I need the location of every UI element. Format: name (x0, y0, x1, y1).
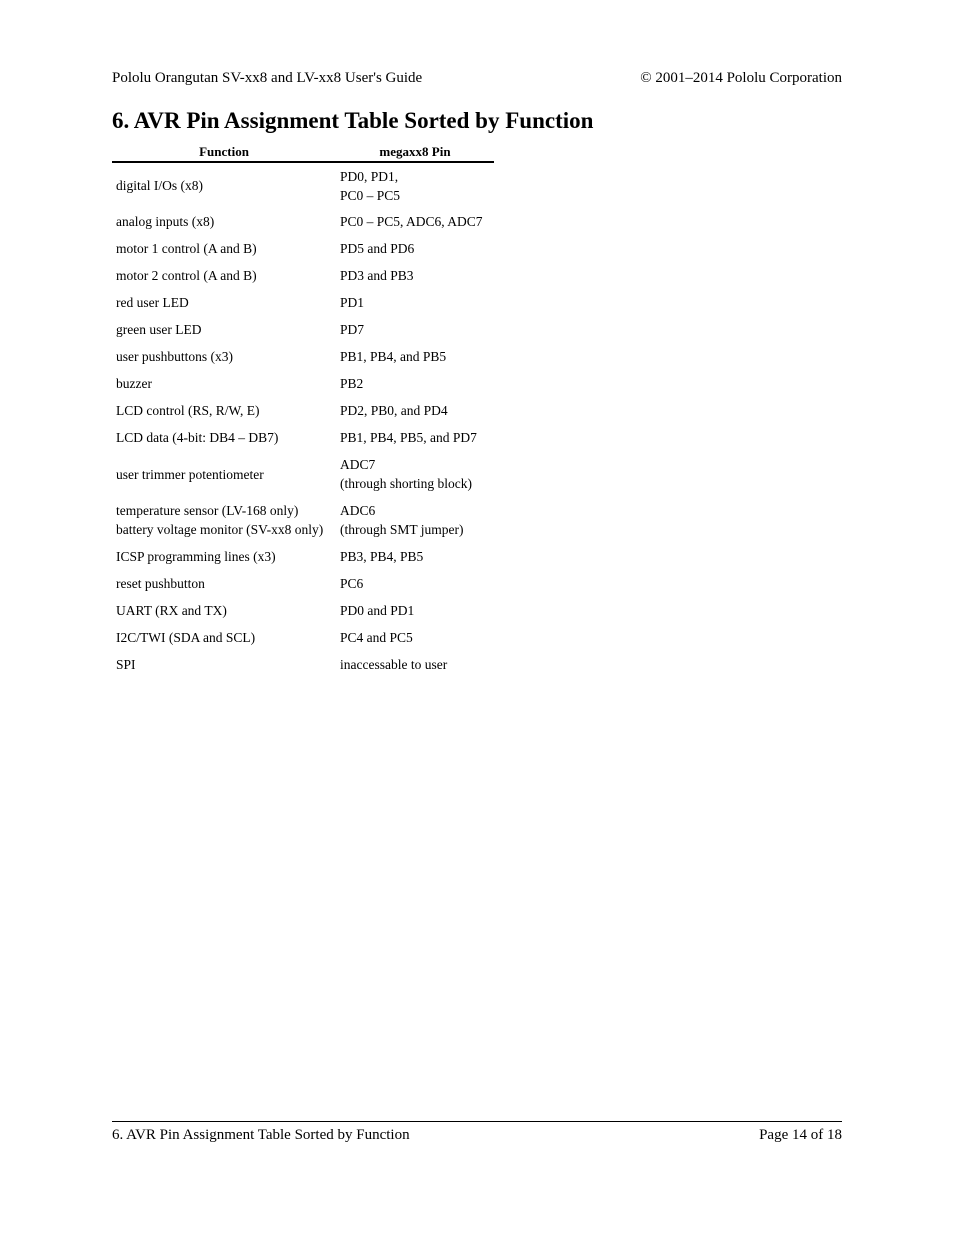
pin-text: PD0, PD1, (340, 168, 399, 184)
pin-cell (336, 208, 494, 235)
pin-text: PC4 and PC5 (340, 630, 413, 645)
function-cell (112, 370, 336, 397)
function-cell (112, 343, 336, 370)
pin-cell (336, 451, 494, 497)
table-body (112, 162, 494, 678)
table-row (112, 497, 494, 543)
function-cell (112, 624, 336, 651)
function-text: green user LED (116, 322, 202, 337)
function-cell (112, 289, 336, 316)
pin-cell (336, 162, 494, 208)
function-text: buzzer (116, 376, 152, 391)
pin-cell (336, 651, 494, 678)
table-row (112, 570, 494, 597)
function-cell (112, 262, 336, 289)
table-row (112, 262, 494, 289)
function-cell (112, 543, 336, 570)
function-text: reset pushbutton (116, 576, 205, 591)
function-cell (112, 597, 336, 624)
pin-text: (through SMT jumper) (340, 522, 464, 537)
table-row (112, 343, 494, 370)
function-text: user trimmer potentiometer (116, 466, 264, 482)
function-text: UART (RX and TX) (116, 603, 227, 618)
function-text: digital I/Os (x8) (116, 178, 203, 193)
footer-section-name: 6. AVR Pin Assignment Table Sorted by Function (112, 1127, 410, 1143)
table-row (112, 424, 494, 451)
function-cell (112, 162, 336, 208)
pin-text: PC0 – PC5 (340, 187, 401, 203)
pin-text: PD1 (340, 295, 365, 310)
pin-cell (336, 316, 494, 343)
function-text: red user LED (116, 295, 189, 310)
function-cell (112, 316, 336, 343)
function-text: battery voltage monitor (SV-xx8 only) (116, 522, 324, 537)
pin-text: PD3 and PB3 (340, 268, 414, 283)
pin-text: PD5 and PD6 (340, 241, 415, 256)
pin-text: PD2, PB0, and PD4 (340, 403, 448, 418)
function-cell (112, 451, 336, 497)
table-row (112, 289, 494, 316)
pin-text: PB1, PB4, and PB5 (340, 349, 447, 364)
page-header (112, 70, 842, 90)
table-row (112, 162, 494, 208)
table-row (112, 597, 494, 624)
pin-cell (336, 543, 494, 570)
function-text: ICSP programming lines (x3) (116, 549, 276, 564)
pin-cell (336, 570, 494, 597)
function-text: I2C/TWI (SDA and SCL) (116, 630, 256, 645)
column-header-pin: megaxx8 Pin (336, 142, 494, 162)
pin-cell (336, 597, 494, 624)
table-row (112, 651, 494, 678)
section-title: 6. AVR Pin Assignment Table Sorted by Function (112, 108, 594, 133)
pin-text: ADC7 (340, 457, 376, 472)
column-header-function: Function (112, 142, 336, 162)
table-row (112, 316, 494, 343)
page-footer (112, 1127, 842, 1147)
pin-cell (336, 289, 494, 316)
pin-text: PB2 (340, 376, 364, 391)
table-row (112, 451, 494, 497)
pin-text: PD0 and PD1 (340, 603, 415, 618)
function-text: analog inputs (x8) (116, 214, 215, 229)
table-row (112, 235, 494, 262)
pin-text: PB3, PB4, PB5 (340, 549, 424, 564)
table-row (112, 397, 494, 424)
function-text: motor 2 control (A and B) (116, 268, 257, 283)
pin-text: inaccessable to user (340, 657, 448, 672)
pin-text: (through shorting block) (340, 476, 472, 491)
function-cell (112, 570, 336, 597)
function-cell (112, 497, 336, 543)
table-row (112, 370, 494, 397)
document-title: Pololu Orangutan SV-xx8 and LV-xx8 User's Guide (112, 70, 423, 86)
pin-text: PC6 (340, 576, 364, 591)
pin-cell (336, 397, 494, 424)
pin-cell (336, 624, 494, 651)
pin-cell (336, 343, 494, 370)
pin-cell (336, 424, 494, 451)
pin-cell (336, 370, 494, 397)
page-number: Page 14 of 18 (759, 1127, 842, 1143)
footer-divider (112, 1121, 842, 1122)
copyright-notice: © 2001–2014 Pololu Corporation (640, 70, 842, 86)
pin-cell (336, 262, 494, 289)
pin-text: PD7 (340, 322, 365, 337)
function-cell (112, 208, 336, 235)
function-text: LCD data (4-bit: DB4 – DB7) (116, 430, 279, 445)
function-text: SPI (116, 657, 136, 672)
pin-cell (336, 235, 494, 262)
pin-text: PB1, PB4, PB5, and PD7 (340, 430, 477, 445)
function-text: temperature sensor (LV-168 only) (116, 503, 299, 518)
table-row (112, 543, 494, 570)
function-cell (112, 397, 336, 424)
table-row (112, 208, 494, 235)
pin-assignment-table (112, 142, 494, 678)
function-cell (112, 235, 336, 262)
pin-cell (336, 497, 494, 543)
function-text: motor 1 control (A and B) (116, 241, 257, 256)
pin-text: ADC6 (340, 503, 376, 518)
pin-text: PC0 – PC5, ADC6, ADC7 (340, 214, 483, 229)
function-text: LCD control (RS, R/W, E) (116, 403, 260, 418)
table-row (112, 624, 494, 651)
function-cell (112, 651, 336, 678)
table-header-row (112, 142, 494, 162)
function-cell (112, 424, 336, 451)
function-text: user pushbuttons (x3) (116, 349, 233, 364)
